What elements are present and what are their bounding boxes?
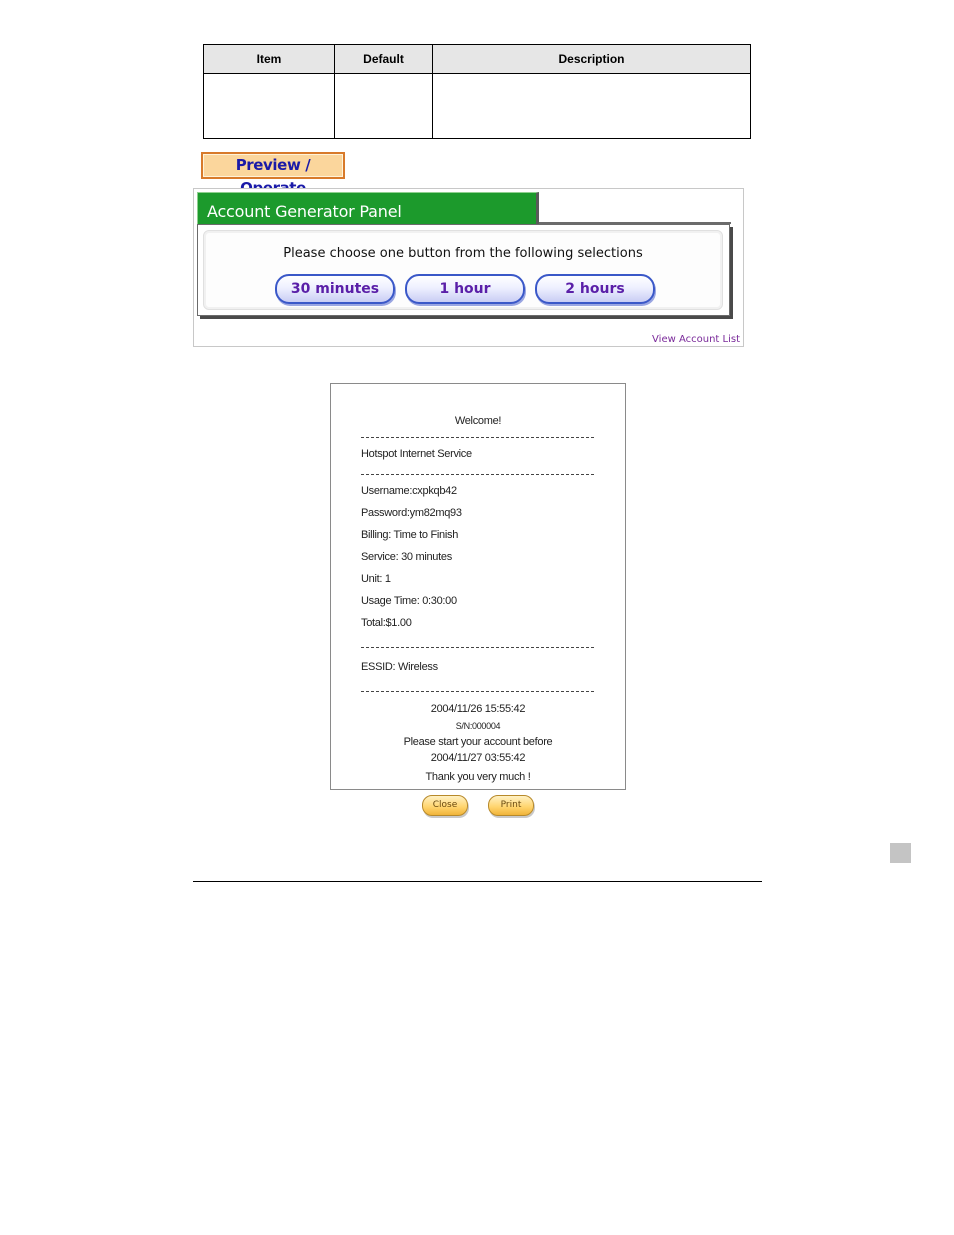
panel-title: Account Generator Panel [207, 202, 402, 221]
receipt-billing: Billing: Time to Finish [361, 529, 459, 541]
table-cell-default [335, 74, 433, 139]
page-marker [890, 843, 911, 863]
table-cell-item [204, 74, 335, 139]
view-account-list-link[interactable]: View Account List [652, 334, 740, 345]
receipt-service-name: Hotspot Internet Service [361, 448, 472, 460]
two-hours-button[interactable]: 2 hours [535, 274, 655, 304]
receipt-essid: ESSID: Wireless [361, 661, 438, 673]
table-row [204, 74, 751, 139]
table-header-row [204, 45, 751, 74]
receipt-welcome: Welcome! [454, 415, 502, 427]
account-generator-panel [193, 188, 744, 347]
receipt-thanks: Thank you very much ! [425, 771, 531, 783]
one-hour-button[interactable]: 1 hour [405, 274, 525, 304]
receipt-separator [361, 691, 594, 692]
receipt-start-before: Please start your account before [403, 736, 553, 748]
header-default: Default [335, 45, 433, 74]
receipt-usage-time: Usage Time: 0:30:00 [361, 595, 457, 607]
footer-rule [193, 881, 762, 882]
receipt-unit: Unit: 1 [361, 573, 391, 585]
panel-title-tab [197, 192, 539, 224]
receipt-expiry-time: 2004/11/27 03:55:42 [430, 752, 526, 764]
receipt-password: Password:ym82mq93 [361, 507, 462, 519]
header-description: Description [433, 45, 751, 74]
receipt-total: Total:$1.00 [361, 617, 412, 629]
receipt-separator [361, 437, 594, 438]
print-button[interactable]: Print [488, 795, 534, 816]
receipt-username: Username:cxpkqb42 [361, 485, 457, 497]
receipt [330, 383, 626, 790]
preview-operate-button[interactable]: Preview / [201, 152, 345, 179]
table-cell-description [433, 74, 751, 139]
panel-inner [203, 230, 723, 310]
panel-prompt: Please choose one button from the following selections [283, 246, 643, 261]
header-item: Item [204, 45, 335, 74]
receipt-service: Service: 30 minutes [361, 551, 452, 563]
panel-body [197, 224, 730, 316]
receipt-separator [361, 647, 594, 648]
spec-table [203, 44, 751, 139]
receipt-issued-time: 2004/11/26 15:55:42 [430, 703, 526, 715]
thirty-minutes-button[interactable]: 30 minutes [275, 274, 395, 304]
close-button[interactable]: Close [422, 795, 468, 816]
receipt-serial: S/N:000004 [455, 721, 501, 731]
receipt-separator [361, 474, 594, 475]
